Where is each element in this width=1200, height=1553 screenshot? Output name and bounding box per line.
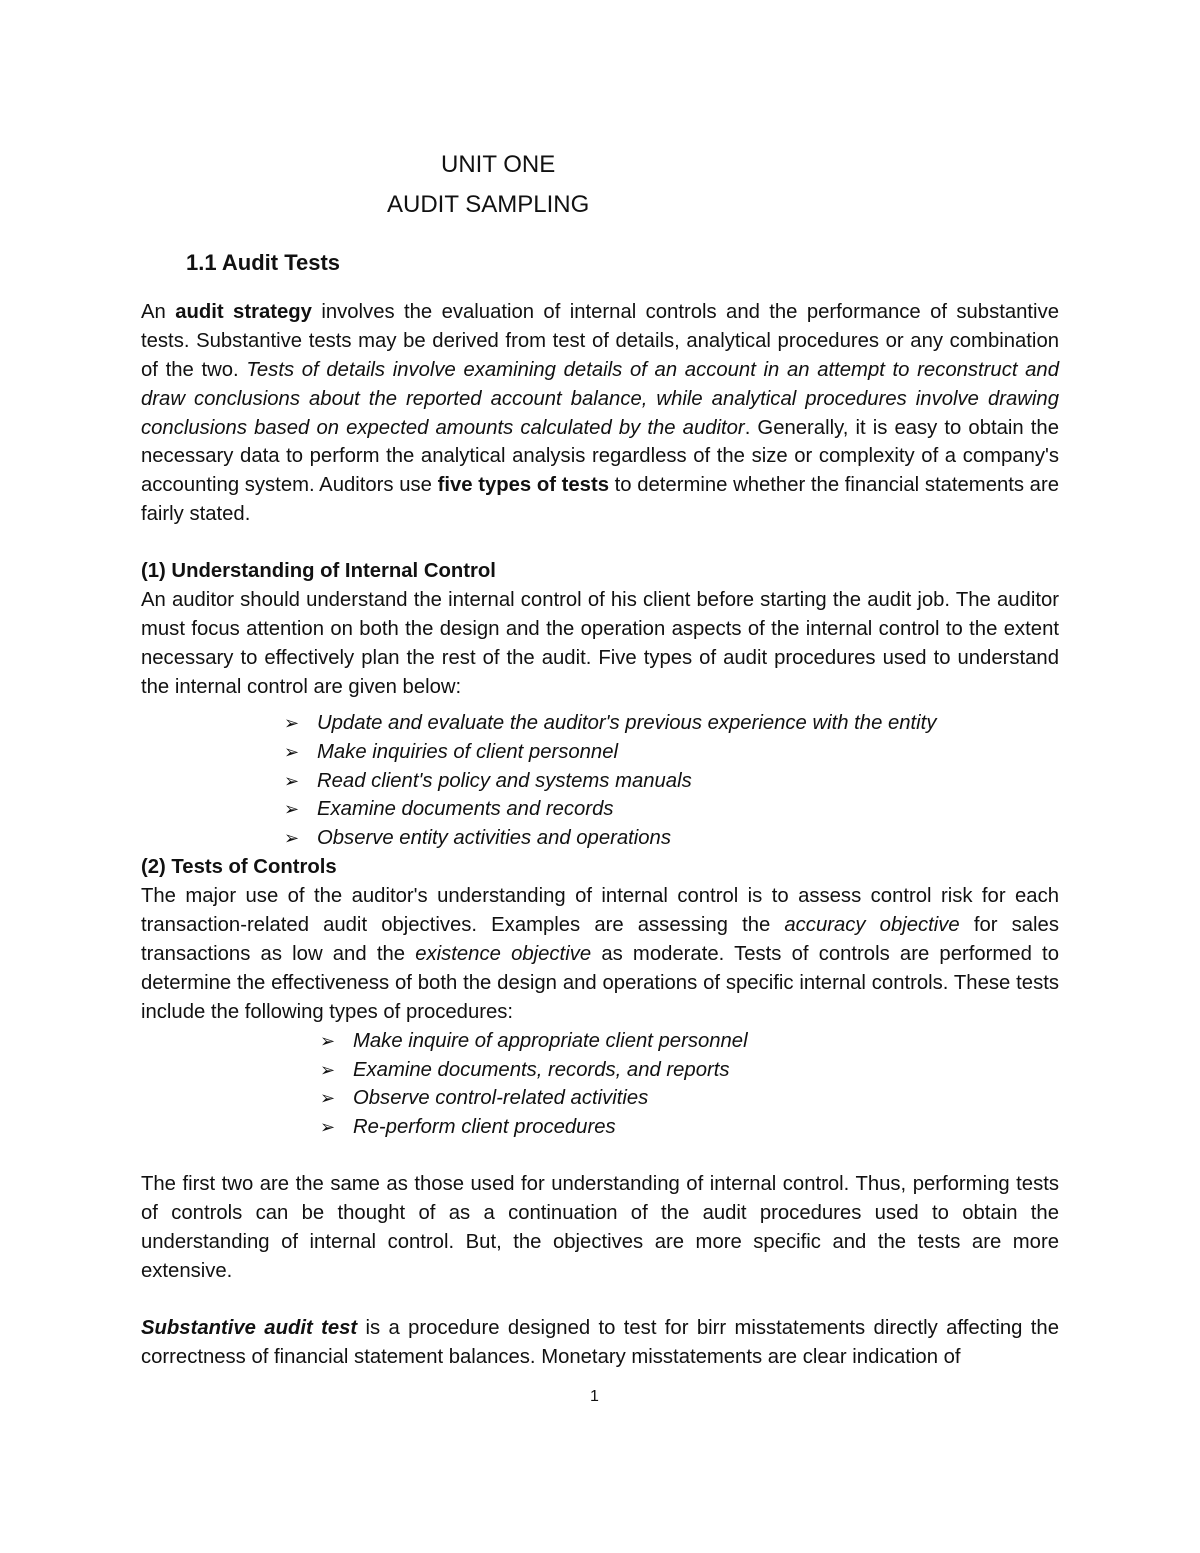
spacer: [141, 529, 1059, 557]
intro-italic-1: Tests of details involve examining details of an account in an attempt to reconstruct and draw conclusions about the reported account balance, while analytical procedures involve drawing conclusions based on expected amounts calculated by the auditor: [141, 358, 1059, 439]
list-item: [320, 1113, 1059, 1142]
substantive-text: is a procedure designed to test for birr misstatements directly affecting the correctness of financial statement balances. Monetary misstatements are clear indication of: [141, 1316, 1059, 1368]
substantive-term-text: Substantive audit test: [141, 1316, 358, 1339]
internal-control-procedures-list: [141, 709, 1059, 854]
intro-text-1: An: [141, 300, 176, 323]
intro-text-3: . Generally, it is easy to obtain the necessary data to perform the analytical analysis regardless of the size or complexity of a company's accounting system. Auditors use: [141, 416, 1059, 497]
intro-text-4: to determine whether the financial statements are fairly stated.: [141, 474, 1059, 526]
arrow-bullet-icon: ➢: [320, 1117, 336, 1138]
list-item: [284, 767, 1059, 796]
intro-bold-2: five types of tests: [437, 474, 609, 497]
spacer: [141, 1142, 1059, 1170]
arrow-bullet-icon: ➢: [284, 741, 300, 762]
unit-title-line1: UNIT ONE: [441, 151, 556, 178]
arrow-bullet-icon: ➢: [284, 828, 300, 849]
arrow-bullet-icon: ➢: [320, 1030, 336, 1051]
list-item-text: Examine documents and records: [317, 798, 614, 821]
page-content: [141, 145, 1059, 1372]
list-item-text: Observe control-related activities: [353, 1087, 649, 1110]
page-number: 1: [590, 1388, 599, 1405]
unit-title-line2: AUDIT SAMPLING: [387, 191, 590, 218]
list-item-text: Examine documents, records, and reports: [353, 1058, 730, 1081]
subheading-tests-of-controls: (2) Tests of Controls: [141, 856, 337, 879]
substantive-term: [141, 1317, 357, 1339]
toc-text-2: for sales transactions as low and the: [141, 914, 1059, 965]
toc-text-1: The major use of the auditor's understanding of internal control is to assess control risk for each transaction-related audit objectives. Examples are assessing the: [141, 885, 1059, 937]
toc-text-3: as moderate. Tests of controls are performed to determine the effectiveness of both the design and operations of specific internal controls. These tests include the following types of procedures:: [141, 942, 1059, 1023]
intro-bold-1: audit strategy: [175, 300, 312, 323]
list-item-text: Update and evaluate the auditor's previous experience with the entity: [317, 711, 937, 734]
list-item: [284, 824, 1059, 853]
spacer: [141, 1286, 1059, 1314]
arrow-bullet-icon: ➢: [284, 712, 300, 733]
list-item-text: Read client's policy and systems manuals: [317, 769, 692, 792]
list-item-text: Make inquiries of client personnel: [317, 740, 619, 763]
list-item: [284, 738, 1059, 767]
list-item: [284, 709, 1059, 738]
tests-of-controls-paragraph: [141, 882, 1059, 1027]
list-item: [320, 1056, 1059, 1085]
arrow-bullet-icon: ➢: [320, 1059, 336, 1080]
intro-paragraph: [141, 298, 1059, 529]
internal-control-paragraph: An auditor should understand the internal control of his client before starting the audit job. The auditor must focus attention on both the design and the operation aspects of the internal control to the extent necessary to effectively plan the rest of the audit. Five types of audit procedures used to understand the internal control are given below:: [141, 589, 1059, 698]
arrow-bullet-icon: ➢: [320, 1088, 336, 1109]
list-item-text: Observe entity activities and operations: [317, 827, 671, 850]
tests-of-controls-followup: The first two are the same as those used for understanding of internal control. Thus, performing tests of controls can be thought of as a continuation of the audit procedures used to obtain the understanding of internal control. But, the objectives are more specific and the tests are more extensive.: [141, 1173, 1059, 1282]
arrow-bullet-icon: ➢: [284, 799, 300, 820]
toc-italic-2: existence objective: [415, 942, 592, 965]
arrow-bullet-icon: ➢: [284, 770, 300, 791]
tests-of-controls-procedures-list: [141, 1027, 1059, 1143]
section-heading: 1.1 Audit Tests: [186, 250, 341, 275]
list-item-text: Re-perform client procedures: [353, 1116, 616, 1139]
toc-italic-1: accuracy objective: [784, 914, 960, 937]
intro-text-2: involves the evaluation of internal controls and the performance of substantive tests. Substantive tests may be derived from test of details, analytical procedures or any combination of the two.: [141, 300, 1059, 381]
list-item-text: Make inquire of appropriate client personnel: [353, 1029, 748, 1052]
list-item: [320, 1084, 1059, 1113]
list-item: [320, 1027, 1059, 1056]
unit-title: [141, 145, 1059, 225]
subheading-internal-control: (1) Understanding of Internal Control: [141, 560, 496, 583]
list-item: [284, 795, 1059, 824]
substantive-test-paragraph: [141, 1314, 1059, 1372]
